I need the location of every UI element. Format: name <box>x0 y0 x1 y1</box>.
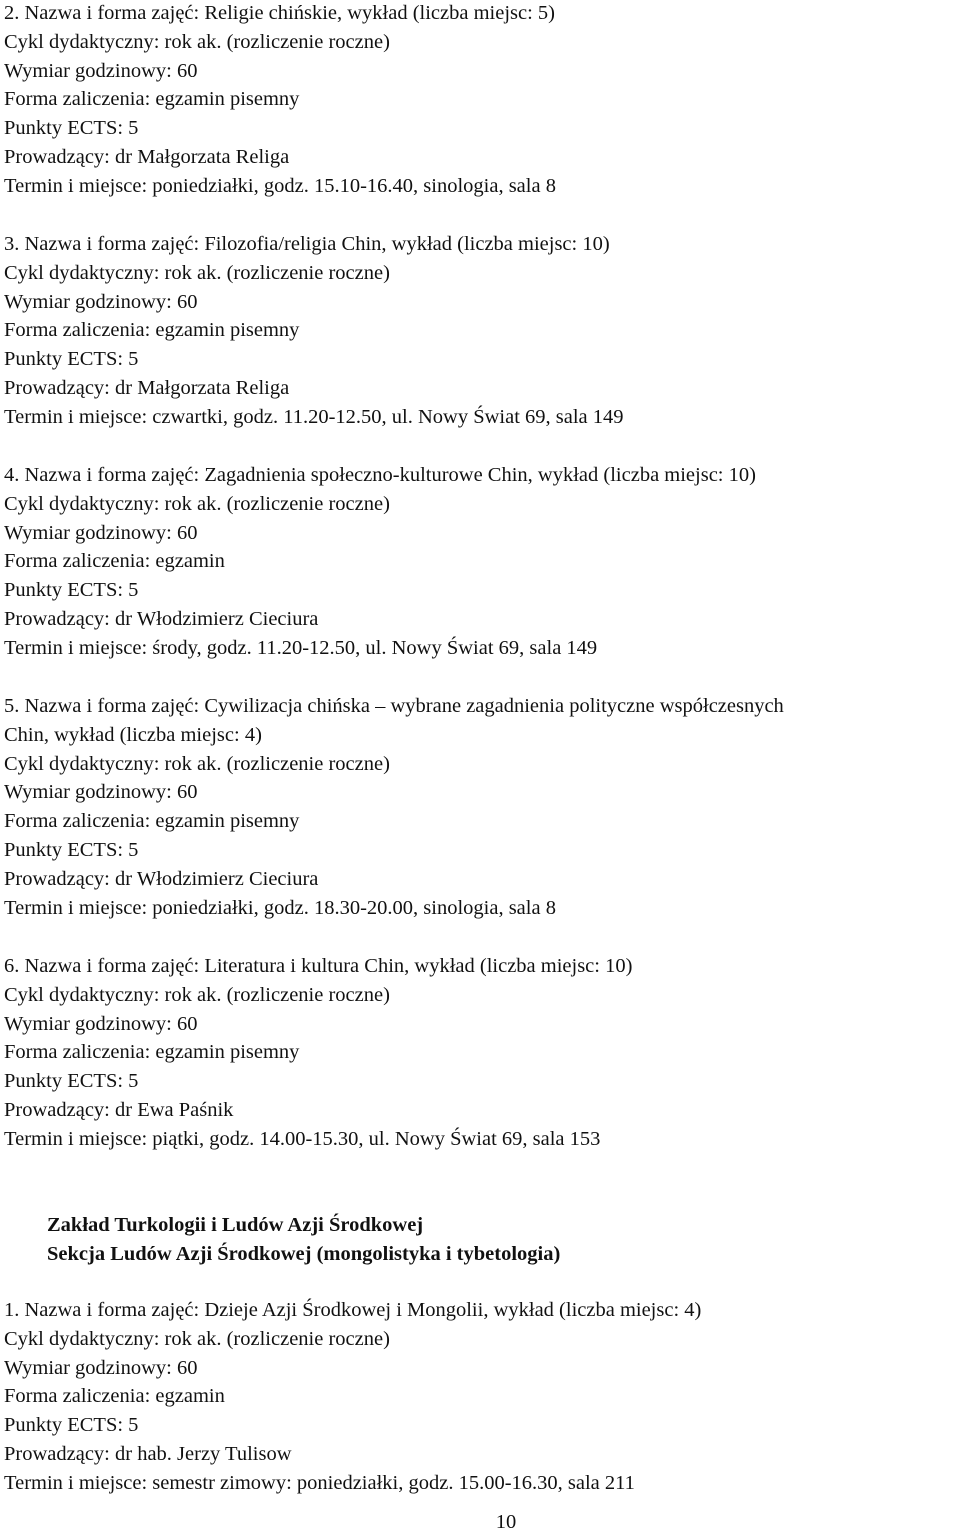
course-assessment-line: Forma zaliczenia: egzamin pisemny <box>4 319 300 342</box>
course-title-line: 4. Nazwa i forma zajęć: Zagadnienia społeczno-kulturowe Chin, wykład (liczba miejsc: 10) <box>4 464 756 486</box>
section-title: Sekcja Ludów Azji Środkowej (mongolistyka i tybetologia) <box>47 1243 561 1265</box>
course-cycle-line: Cykl dydaktyczny: rok ak. (rozliczenie roczne) <box>4 983 390 1006</box>
course-schedule-line: Termin i miejsce: środy, godz. 11.20-12.50, ul. Nowy Świat 69, sala 149 <box>4 636 598 659</box>
course-hours-line: Wymiar godzinowy: 60 <box>4 59 198 82</box>
course-schedule-line: Termin i miejsce: poniedziałki, godz. 18.30-20.00, sinologia, sala 8 <box>4 896 556 919</box>
course-cycle-line: Cykl dydaktyczny: rok ak. (rozliczenie roczne) <box>4 30 390 53</box>
page-number: 10 <box>495 1511 517 1533</box>
course-cycle-line: Cykl dydaktyczny: rok ak. (rozliczenie roczne) <box>4 752 390 775</box>
course-title-line: 3. Nazwa i forma zajęć: Filozofia/religia Chin, wykład (liczba miejsc: 10) <box>4 233 610 255</box>
course-hours-line: Wymiar godzinowy: 60 <box>4 1356 198 1379</box>
course-hours-line: Wymiar godzinowy: 60 <box>4 1012 198 1035</box>
course-assessment-line: Forma zaliczenia: egzamin pisemny <box>4 810 300 833</box>
course-ects-line: Punkty ECTS: 5 <box>4 348 139 371</box>
course-hours-line: Wymiar godzinowy: 60 <box>4 521 198 544</box>
course-lecturer-line: Prowadzący: dr hab. Jerzy Tulisow <box>4 1442 292 1465</box>
course-cycle-line: Cykl dydaktyczny: rok ak. (rozliczenie roczne) <box>4 1327 390 1350</box>
course-assessment-line: Forma zaliczenia: egzamin pisemny <box>4 1041 300 1064</box>
course-lecturer-line: Prowadzący: dr Małgorzata Religa <box>4 145 290 168</box>
course-title-line: 6. Nazwa i forma zajęć: Literatura i kultura Chin, wykład (liczba miejsc: 10) <box>4 955 633 977</box>
course-lecturer-line: Prowadzący: dr Włodzimierz Cieciura <box>4 607 319 630</box>
course-entry-5 <box>4 692 960 922</box>
department-title: Zakład Turkologii i Ludów Azji Środkowej <box>47 1214 424 1236</box>
course-lecturer-line: Prowadzący: dr Małgorzata Religa <box>4 376 290 399</box>
course-ects-line: Punkty ECTS: 5 <box>4 838 139 861</box>
course-schedule-line: Termin i miejsce: czwartki, godz. 11.20-12.50, ul. Nowy Świat 69, sala 149 <box>4 405 624 428</box>
course-title-line: 1. Nazwa i forma zajęć: Dzieje Azji Środkowej i Mongolii, wykład (liczba miejsc: 4) <box>4 1299 702 1321</box>
course-title-line: 2. Nazwa i forma zajęć: Religie chińskie, wykład (liczba miejsc: 5) <box>4 2 556 24</box>
course-entry-4 <box>4 461 960 663</box>
course-ects-line: Punkty ECTS: 5 <box>4 117 139 140</box>
course-ects-line: Punkty ECTS: 5 <box>4 1414 139 1437</box>
course-entry-mongolia <box>4 1296 960 1498</box>
course-entry-3 <box>4 230 960 432</box>
course-title-line: 5. Nazwa i forma zajęć: Cywilizacja chińska – wybrane zagadnienia polityczne współczesnych <box>4 695 784 717</box>
course-ects-line: Punkty ECTS: 5 <box>4 579 139 602</box>
course-hours-line: Wymiar godzinowy: 60 <box>4 781 198 804</box>
course-schedule-line: Termin i miejsce: piątki, godz. 14.00-15.30, ul. Nowy Świat 69, sala 153 <box>4 1127 601 1150</box>
course-entry-2 <box>4 0 960 201</box>
course-lecturer-line: Prowadzący: dr Ewa Paśnik <box>4 1098 234 1121</box>
course-assessment-line: Forma zaliczenia: egzamin pisemny <box>4 88 300 111</box>
course-hours-line: Wymiar godzinowy: 60 <box>4 290 198 313</box>
course-title-continuation-line: Chin, wykład (liczba miejsc: 4) <box>4 723 262 746</box>
course-lecturer-line: Prowadzący: dr Włodzimierz Cieciura <box>4 867 319 890</box>
course-assessment-line: Forma zaliczenia: egzamin <box>4 1385 225 1408</box>
course-schedule-line: Termin i miejsce: semestr zimowy: poniedziałki, godz. 15.00-16.30, sala 211 <box>4 1471 635 1494</box>
course-cycle-line: Cykl dydaktyczny: rok ak. (rozliczenie roczne) <box>4 492 390 515</box>
course-schedule-line: Termin i miejsce: poniedziałki, godz. 15.10-16.40, sinologia, sala 8 <box>4 174 556 197</box>
course-assessment-line: Forma zaliczenia: egzamin <box>4 550 225 573</box>
course-ects-line: Punkty ECTS: 5 <box>4 1070 139 1093</box>
course-cycle-line: Cykl dydaktyczny: rok ak. (rozliczenie roczne) <box>4 261 390 284</box>
course-entry-6 <box>4 952 960 1154</box>
department-heading <box>47 1211 947 1269</box>
